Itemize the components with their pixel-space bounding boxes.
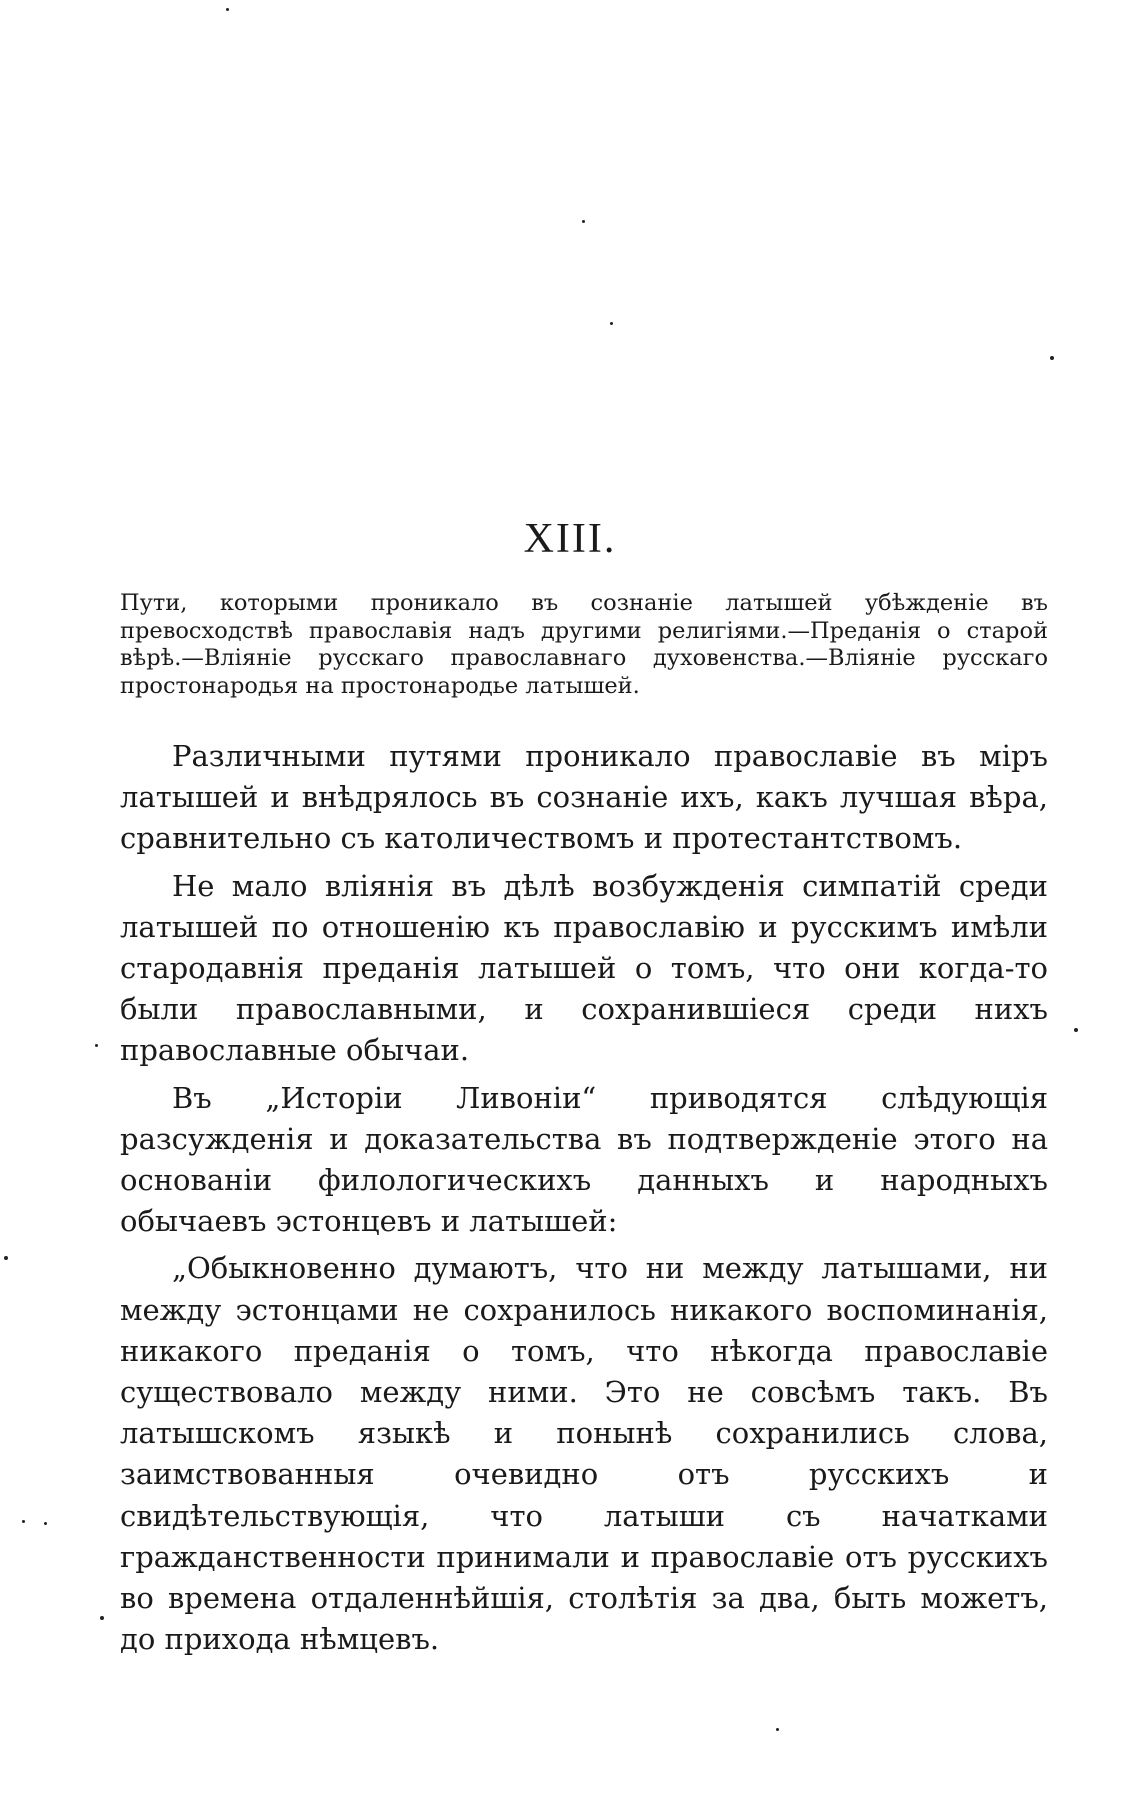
scan-speck bbox=[610, 322, 613, 325]
scan-speck bbox=[582, 220, 585, 223]
chapter-number: XIII. bbox=[523, 516, 617, 562]
scan-speck bbox=[100, 1616, 104, 1620]
summary-text: Пути, которыми проникало въ сознаніе латышей убѣжденіе въ превосходствѣ православія надъ другими религіями.—Преданія о старой вѣрѣ.—Вліяніе русскаго православнаго духовенства.—Вліяніе русскаго простонародья на простонародье латышей. bbox=[120, 590, 1048, 699]
scan-speck bbox=[1050, 356, 1054, 360]
chapter-summary bbox=[120, 590, 1048, 700]
scan-speck bbox=[776, 1728, 779, 1731]
paragraph: Различными путями проникало православіе въ міръ латышей и внѣдрялось въ сознаніе ихъ, какъ лучшая вѣра, сравнительно съ католичествомъ и протестантствомъ. bbox=[120, 739, 1048, 856]
paragraph: Въ „Исторіи Ливоніи“ приводятся слѣдующія разсужденія и доказательства въ подтвержденіе этого на основаніи филологическихъ данныхъ и народныхъ обычаевъ эстонцевъ и латышей: bbox=[120, 1080, 1048, 1239]
paragraph: „Обыкновенно думаютъ, что ни между латышами, ни между эстонцами не сохранилось никакого воспоминанія, никакого преданія о томъ, что нѣкогда православіе существовало между ними. Это не совсѣмъ такъ. Въ латышскомъ языкѣ и понынѣ сохранились слова, заимствованныя очевидно отъ русскихъ и свидѣтельствующія, что латыши съ начатками гражданственности принимали и православіе отъ русскихъ во времена отдаленнѣйшія, столѣтія за два, быть можетъ, до прихода нѣмцевъ. bbox=[120, 1251, 1048, 1657]
scan-speck bbox=[1074, 1028, 1078, 1032]
scan-speck bbox=[22, 1520, 25, 1523]
scan-speck bbox=[44, 1522, 47, 1525]
body-text bbox=[120, 736, 1048, 1660]
scan-speck bbox=[4, 1256, 8, 1260]
scan-speck bbox=[226, 8, 229, 11]
scan-speck bbox=[95, 1044, 98, 1047]
paragraph: Не мало вліянія въ дѣлѣ возбужденія симпатій среди латышей по отношенію къ православію и русскимъ имѣли стародавнія преданія латышей о томъ, что они когда-то были православными, и сохранившіеся среди нихъ православные обычаи. bbox=[120, 868, 1048, 1068]
